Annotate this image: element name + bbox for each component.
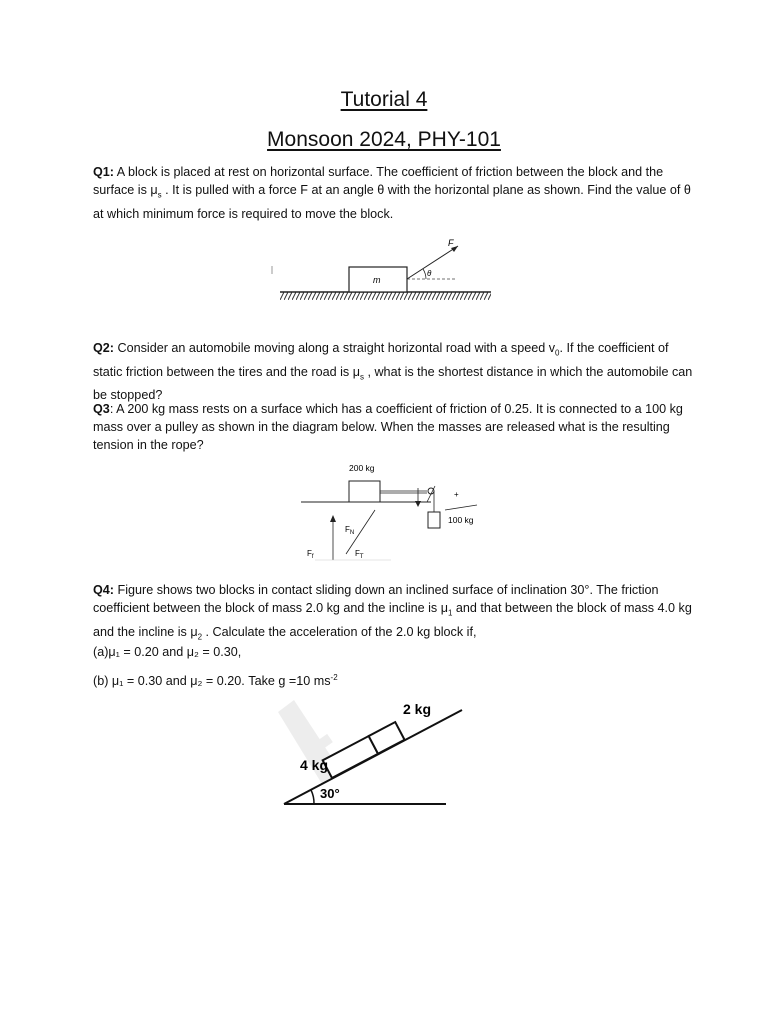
q4-text: Figure shows two blocks in contact sliding down an inclined surface of inclination 30°. The friction coefficient between the block of mass 2.0 kg and the incline is μ: [93, 583, 659, 615]
svg-text:FT: [355, 549, 364, 560]
document-title: Tutorial 4: [340, 88, 428, 111]
q1-label: Q1:: [93, 165, 114, 179]
q3-block-100: [428, 512, 440, 528]
q4-part-b-sup: -2: [330, 673, 338, 682]
q4-text3: . Calculate the acceleration of the 2.0 kg block if,: [202, 624, 477, 639]
q3-ff-sub: f: [311, 554, 314, 560]
q3-pulley: [428, 488, 434, 494]
q4-part-b-text: (b) μ₁ = 0.30 and μ₂ = 0.20. Take g =10 ms: [93, 674, 331, 689]
q4-angle-label: 30°: [320, 786, 340, 801]
q1-figure: [260, 236, 500, 306]
q4-text2: and that between the block of mass 4.0 kg and the incline is μ: [93, 601, 692, 639]
q2-text: Consider an automobile moving along a straight horizontal road with a speed v: [114, 341, 556, 355]
q4-figure: [270, 692, 470, 810]
q4-part-a: (a)μ₁ = 0.20 and μ₂ = 0.30,: [93, 645, 242, 659]
q4-part-b: [93, 669, 693, 690]
q4-sub1: 1: [447, 608, 453, 618]
q1-ground: [280, 292, 491, 300]
q2-text2: . If the coefficient of static friction between the tires and the road is μ: [93, 341, 669, 379]
q3-figure: [295, 460, 495, 570]
q1-sub: s: [157, 190, 162, 200]
q3-plus-label: +: [454, 490, 459, 499]
q4-label: Q4:: [93, 583, 114, 597]
question-4: [93, 581, 693, 646]
q1-angle-label: θ: [427, 269, 432, 278]
q3-block-200: [349, 481, 380, 502]
q1-text2: . It is pulled with a force F at an angle θ with the horizontal plane as shown. Find the value of θ at which minimum force is required to move the block.: [93, 183, 691, 221]
q2-sub: 0: [555, 348, 560, 358]
q4-sub2: 2: [197, 632, 203, 642]
question-1: [93, 163, 693, 223]
q3-ft-label: F: [355, 549, 360, 558]
q3-ff-label: F: [307, 549, 312, 558]
q3-label: Q3: [93, 402, 110, 416]
svg-text:Ff: [307, 549, 314, 560]
q1-force-label: F: [448, 238, 454, 248]
q3-fn-label: F: [345, 525, 350, 534]
question-2: [93, 339, 693, 404]
q2-sub2: s: [359, 372, 364, 382]
q1-mass-label: m: [373, 275, 381, 285]
q2-label: Q2:: [93, 341, 114, 355]
q3-mass2-label: 100 kg: [448, 515, 474, 525]
question-3: [93, 400, 693, 454]
q3-ft-sub: T: [359, 554, 364, 560]
q4-large-block-label: 4 kg: [300, 757, 329, 773]
q3-text: : A 200 kg mass rests on a surface which has a coefficient of friction of 0.25. It is connected to a 100 kg mass over a pulley as shown in the diagram below. When the masses are released what is the resulting tension in the rope?: [93, 402, 683, 452]
q1-text: A block is placed at rest on horizontal surface. The coefficient of friction between the block and the surface is μ: [93, 165, 664, 197]
q4-small-block-label: 2 kg: [403, 701, 432, 717]
q1-force-arrow: [407, 246, 458, 279]
q3-mass1-label: 200 kg: [349, 463, 375, 473]
q2-text3: , what is the shortest distance in which the automobile can be stopped?: [93, 364, 693, 403]
document-subtitle: Monsoon 2024, PHY-101: [267, 128, 501, 151]
svg-text:FN: [345, 525, 354, 536]
q3-fn-sub: N: [349, 530, 355, 536]
